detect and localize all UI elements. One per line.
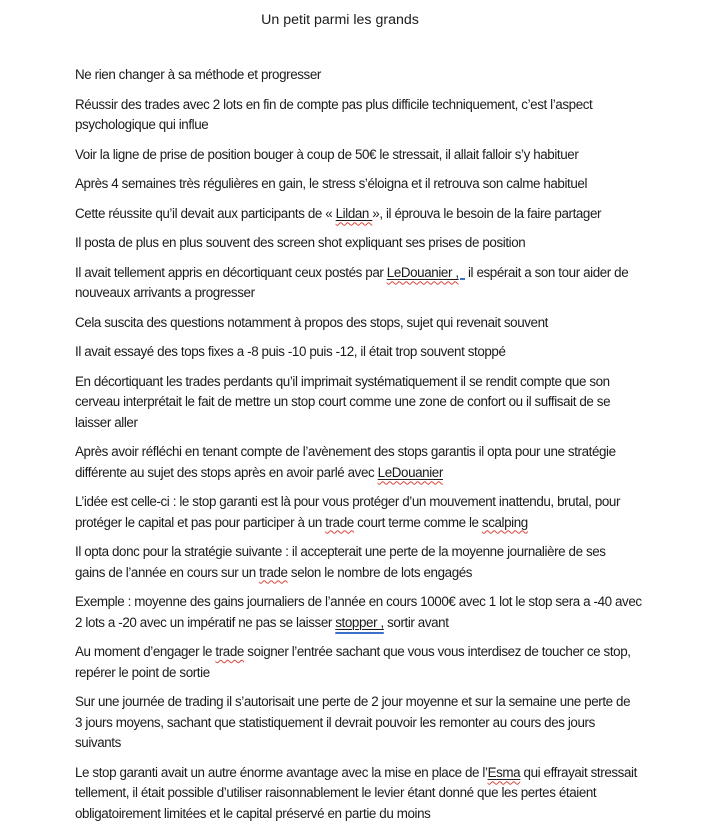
text-line: 2 lots a -20 avec un impératif ne pas se laisser stopper , sortir avant <box>75 614 449 630</box>
text-line: L’idée est celle-ci : le stop garanti est là pour vous protéger d’un mouvement inattendu, brutal, pour <box>75 494 621 509</box>
underlined-misspelled-word: LeDouanier <box>377 464 443 480</box>
text-line: Sur une journée de trading il s’autorisait une perte de 2 jour moyenne et sur la semaine une perte de <box>75 694 631 709</box>
text-line: laisser aller <box>75 414 138 430</box>
paragraph <box>75 204 715 225</box>
document-body[interactable] <box>75 65 715 824</box>
text-line: Après 4 semaines très régulières en gain, le stress s’éloigna et il retrouva son calme habituel <box>75 176 588 191</box>
paragraph <box>75 592 715 633</box>
text-line: Réussir des trades avec 2 lots en fin de compte pas plus difficile techniquement, c’est l’aspect <box>75 96 593 112</box>
text-line: Après avoir réfléchi en tenant compte de l’avènement des stops garantis il opta pour une stratégie <box>75 444 616 459</box>
text-line: obligatoirement limitées et le capital préservé en partie du moins <box>75 805 431 821</box>
paragraph <box>75 642 715 683</box>
paragraph <box>75 65 715 86</box>
text-line: différente au sujet des stops après en avoir parlé avec LeDouanier <box>75 464 443 480</box>
paragraph <box>75 763 715 825</box>
text-line: Cette réussite qu’il devait aux participants de « Lildan », il éprouva le besoin de la faire partager <box>75 205 602 221</box>
paragraph <box>75 542 715 583</box>
text-line: En décortiquant les trades perdants qu’il imprimait systématiquement il se rendit compte que son <box>75 373 610 389</box>
text-line: Il avait essayé des tops fixes a -8 puis -10 puis -12, il était trop souvent stoppé <box>75 344 506 359</box>
text-line: Le stop garanti avait un autre énorme avantage avec la mise en place de l’Esma qui effrayait stressait <box>75 764 637 780</box>
text-line: Voir la ligne de prise de position bouger à coup de 50€ le stressait, il allait falloir s’y habituer <box>75 146 579 162</box>
misspelled-word: trade <box>259 564 288 580</box>
text-line: suivants <box>75 735 121 750</box>
paragraph <box>75 95 715 136</box>
paragraph <box>75 442 715 483</box>
underlined-misspelled-word: Esma <box>487 764 521 780</box>
paragraph <box>75 174 715 195</box>
underlined-misspelled-word: Lildan <box>335 205 373 221</box>
text-line: nouveaux arrivants a progresser <box>75 285 255 300</box>
paragraph <box>75 145 715 166</box>
text-line: Il opta donc pour la stratégie suivante : il accepterait une perte de la moyenne journalière de ses <box>75 544 606 559</box>
paragraph <box>75 313 715 334</box>
text-line: protéger le capital et pas pour participer à un trade court terme comme le scalping <box>75 514 528 530</box>
grammar-mark-icon <box>460 278 465 280</box>
text-line: gains de l’année en cours sur un trade selon le nombre de lots engagés <box>75 564 473 580</box>
paragraph <box>75 233 715 254</box>
document-title-row <box>75 0 605 30</box>
text-line: Il posta de plus en plus souvent des screen shot expliquant ses prises de position <box>75 235 526 250</box>
text-line: Ne rien changer à sa méthode et progresser <box>75 67 321 82</box>
text-line: 3 jours moyens, sachant que statistiquement il devrait pouvoir les remonter au cours des jours <box>75 714 595 730</box>
text-line: cerveau interprétait le fait de mettre un stop court comme une zone de confort ou il suffisait de se <box>75 394 611 409</box>
paragraph <box>75 342 715 363</box>
text-line: Il avait tellement appris en décortiquant ceux postés par LeDouanier , il espérait a son tour aider de <box>75 264 629 280</box>
paragraph <box>75 692 715 754</box>
paragraph <box>75 492 715 533</box>
text-line: psychologique qui influe <box>75 117 209 132</box>
misspelled-word: trade <box>325 514 354 530</box>
text-line: Au moment d’engager le trade soigner l’entrée sachant que vous vous interdisez de toucher ce stop, <box>75 644 631 659</box>
misspelled-word: trade <box>215 644 244 659</box>
misspelled-word: scalping <box>481 514 528 530</box>
underlined-misspelled-word: LeDouanier , <box>386 264 459 280</box>
document-title: Un petit parmi les grands <box>261 12 419 28</box>
text-line: tellement, il était possible d’utiliser raisonnablement le levier étant donné que les pertes étaient <box>75 785 597 800</box>
text-line: Cela suscita des questions notamment à propos des stops, sujet qui revenait souvent <box>75 314 548 330</box>
paragraph <box>75 263 715 304</box>
underlined-grammar-word: stopper , <box>335 614 384 630</box>
paragraph <box>75 372 715 434</box>
text-line: repérer le point de sortie <box>75 664 210 680</box>
text-line: Exemple : moyenne des gains journaliers de l’année en cours 1000€ avec 1 lot le stop sera a -40 avec <box>75 594 642 609</box>
